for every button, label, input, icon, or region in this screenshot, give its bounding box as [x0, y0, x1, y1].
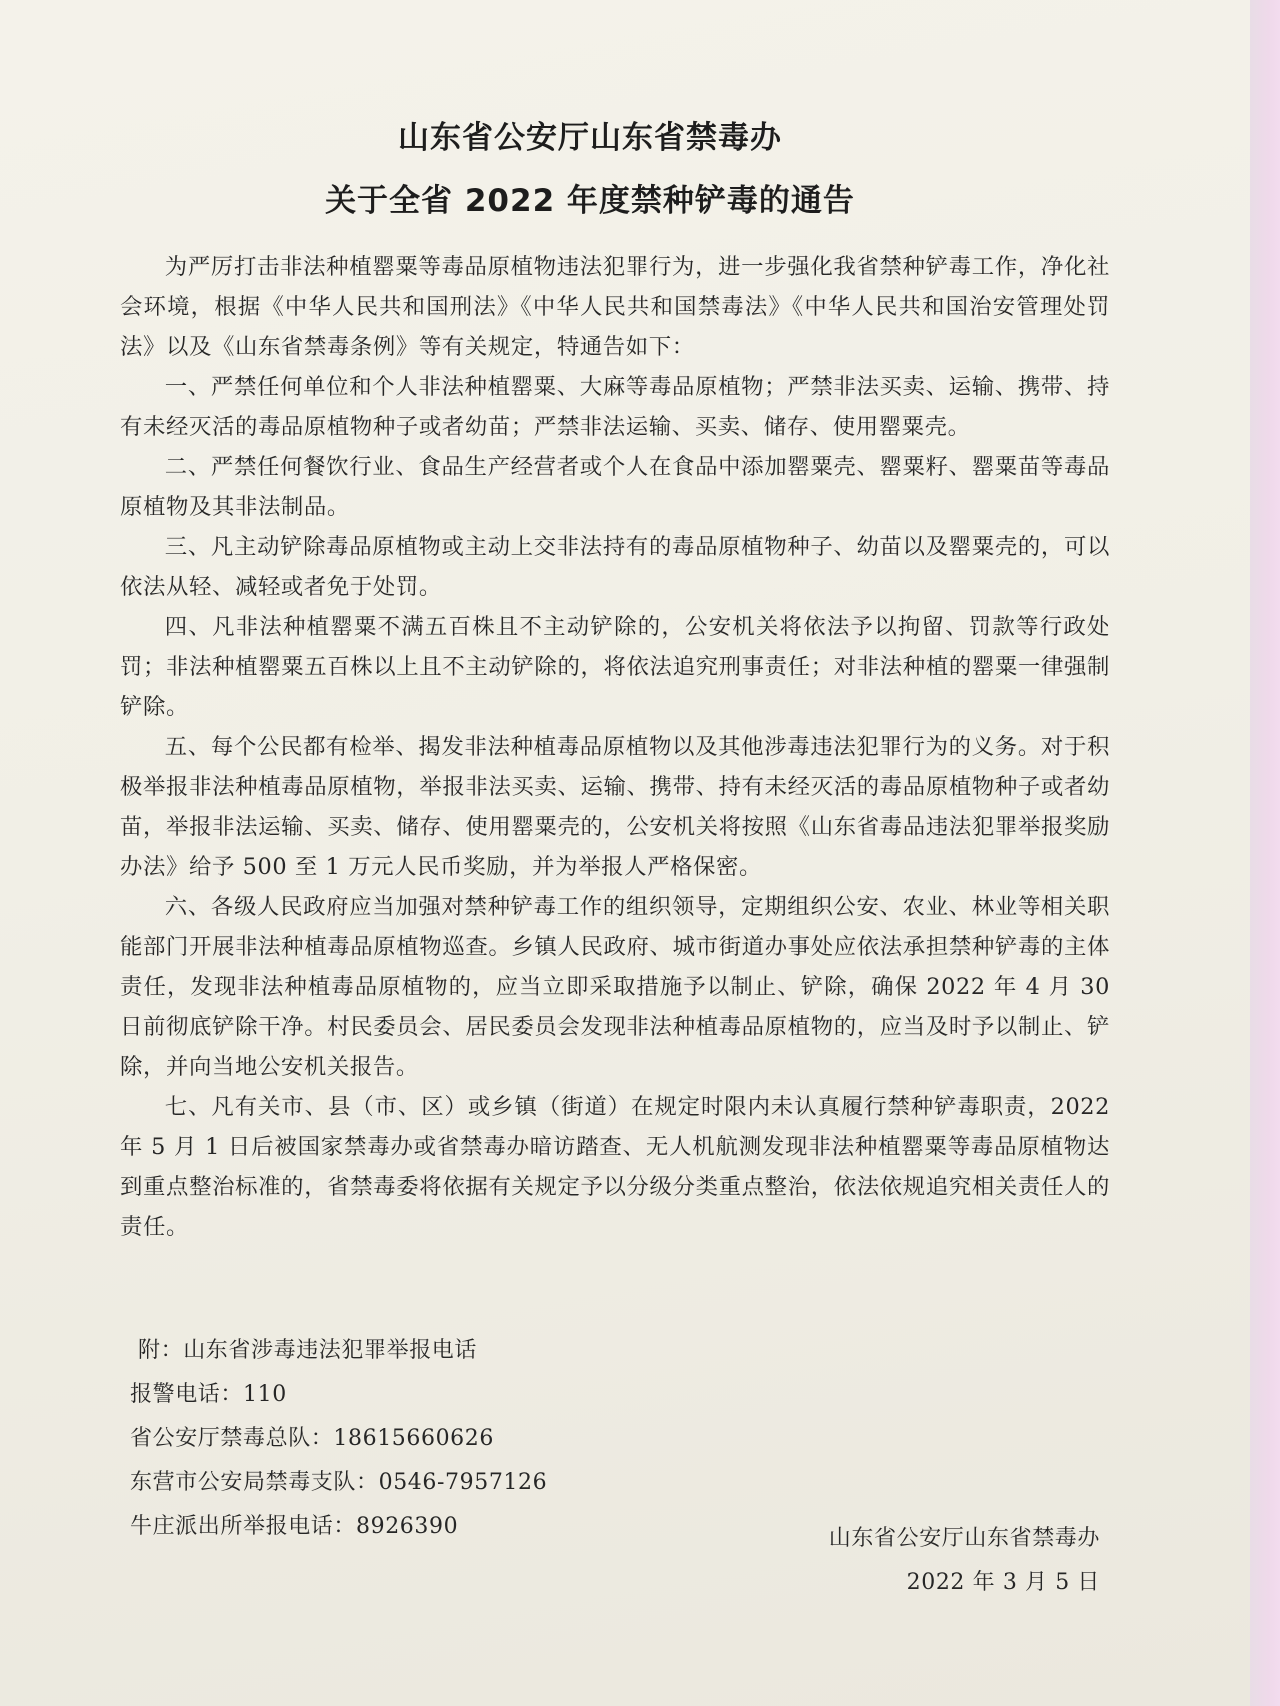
paragraph-item-4: 四、凡非法种植罂粟不满五百株且不主动铲除的，公安机关将依法予以拘留、罚款等行政处罚；非法种植罂粟五百株以上且不主动铲除的，将依法追究刑事责任；对非法种植的罂粟一律强制铲除。 — [120, 614, 1110, 720]
paragraph-item-2: 二、严禁任何餐饮行业、食品生产经营者或个人在食品中添加罂粟壳、罂粟籽、罂粟苗等毒品原植物及其非法制品。 — [120, 454, 1110, 520]
notice-title-subject: 关于全省 2022 年度禁种铲毒的通告 — [325, 183, 855, 219]
signature-date: 2022 年 3 月 5 日 — [906, 1570, 1100, 1595]
notice-body — [120, 247, 1110, 1247]
paragraph-item-7: 七、凡有关市、县（市、区）或乡镇（街道）在规定时限内未认真履行禁种铲毒职责，2022 年 5 月 1 日后被国家禁毒办或省禁毒办暗访踏查、无人机航测发现非法种植罂粟等毒品原植物达到重点整治标准的，省禁毒委将依据有关规定予以分级分类重点整治，依法依规追究相关责任人的责任。 — [120, 1094, 1110, 1240]
paragraph-item-6: 六、各级人民政府应当加强对禁种铲毒工作的组织领导，定期组织公安、农业、林业等相关职能部门开展非法种植毒品原植物巡查。乡镇人民政府、城市街道办事处应依法承担禁种铲毒的主体责任，发现非法种植毒品原植物的，应当立即采取措施予以制止、铲除，确保 2022 年 4 月 30 日前彻底铲除干净。村民委员会、居民委员会发现非法种植毒品原植物的，应当及时予以制止、铲除，并向当地公安机关报告。 — [120, 894, 1110, 1080]
signature-issuer: 山东省公安厅山东省禁毒办 — [828, 1526, 1100, 1551]
signature-block — [829, 1517, 1100, 1605]
appendix-heading: 附：山东省涉毒违法犯罪举报电话 — [138, 1338, 478, 1363]
notice-title-issuer: 山东省公安厅山东省禁毒办 — [398, 120, 782, 156]
paragraph-item-5: 五、每个公民都有检举、揭发非法种植毒品原植物以及其他涉毒违法犯罪行为的义务。对于积极举报非法种植毒品原植物，举报非法买卖、运输、携带、持有未经灭活的毒品原植物种子或者幼苗，举报非法运输、买卖、储存、使用罂粟壳的，公安机关将按照《山东省毒品违法犯罪举报奖励办法》给予 500 至 1 万元人民币奖励，并为举报人严格保密。 — [120, 734, 1110, 880]
appendix-hotlines — [130, 1329, 547, 1549]
hotline-police: 报警电话：110 — [130, 1382, 287, 1407]
hotline-dongying-narcotics: 东营市公安局禁毒支队：0546-7957126 — [130, 1470, 548, 1495]
hotline-provincial-narcotics: 省公安厅禁毒总队：18615660626 — [130, 1426, 494, 1451]
paragraph-intro: 为严厉打击非法种植罂粟等毒品原植物违法犯罪行为，进一步强化我省禁种铲毒工作，净化社会环境，根据《中华人民共和国刑法》《中华人民共和国禁毒法》《中华人民共和国治安管理处罚法》以及《山东省禁毒条例》等有关规定，特通告如下： — [120, 254, 1110, 360]
background-edge — [1250, 0, 1280, 1706]
paragraph-item-3: 三、凡主动铲除毒品原植物或主动上交非法持有的毒品原植物种子、幼苗以及罂粟壳的，可以依法从轻、减轻或者免于处罚。 — [120, 534, 1110, 600]
hotline-niuzhuang-station: 牛庄派出所举报电话：8926390 — [130, 1514, 459, 1539]
paragraph-item-1: 一、严禁任何单位和个人非法种植罂粟、大麻等毒品原植物；严禁非法买卖、运输、携带、持有未经灭活的毒品原植物种子或者幼苗；严禁非法运输、买卖、储存、使用罂粟壳。 — [120, 374, 1110, 440]
